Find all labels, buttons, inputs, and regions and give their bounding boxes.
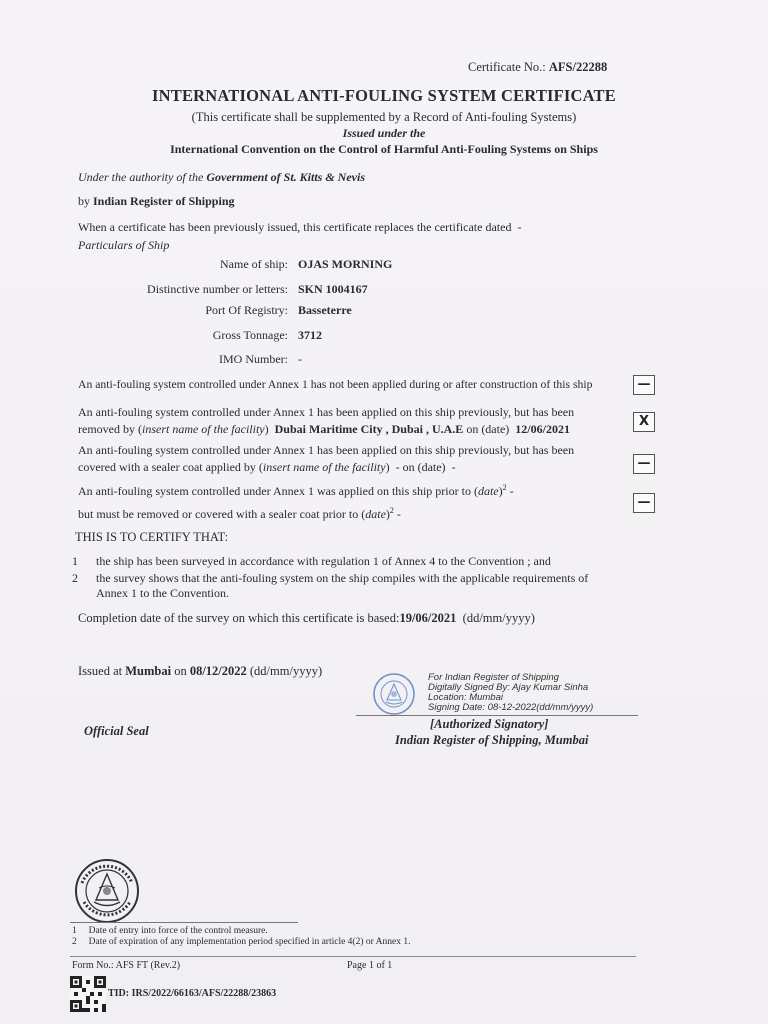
imo-number-label: IMO Number: [219,352,288,366]
option-applied-prior: An anti-fouling system controlled under Annex 1 was applied on this ship prior to (date)$^2$ - but must be removed or covered with a sealer coat prior to (date)$^2$ - [78,483,514,521]
footer-divider [70,956,636,957]
port-of-registry-value: Basseterre [298,303,352,317]
transaction-id: TID: IRS/2022/66163/AFS/22288/23863 [108,988,277,999]
authorized-signatory: [Authorized Signatory] [430,717,549,731]
option-removed: An anti-fouling system controlled under Annex 1 has been applied on this ship previously, but has been removed by (insert name of the facility) Dubai Maritime City , Dubai , U.A.E on (date) 12/06/2021 [78,405,575,436]
footnote: 2 Date of expiration of any implementation period specified in article 4(2) or Annex 1. [72,937,411,947]
form-number: Form No.: AFS FT (Rev.2) [72,960,181,971]
certificate-number: Certificate No.: AFS/22288 [468,60,608,74]
official-seal-label: Official Seal [84,724,149,738]
certify-item-text: the ship has been surveyed in accordance with regulation 1 of Annex 4 to the Convention ; and [96,554,551,568]
issued-line: Issued at Mumbai on 08/12/2022 (dd/mm/yyyy) [78,664,323,678]
ship-name-label: Name of ship: [220,257,288,271]
issue-date: 08/12/2022 [189,664,247,678]
qr-code-icon [70,976,106,1012]
option-removed-checkbox[interactable]: X [633,412,655,432]
option-sealer-coat: An anti-fouling system controlled under Annex 1 has been applied on this ship previously, but has been covered with a sealer coat applied by (insert name of the facility) - on (date) - [78,443,575,474]
signatory-office: Indian Register of Shipping, Mumbai [395,733,589,747]
footnote-divider [70,922,298,923]
option-not-applied-checkbox[interactable]: — [633,375,655,395]
ship-name-value: OJAS MORNING [298,257,393,271]
official-seal-icon [74,858,140,924]
distinctive-number-value: SKN 1004167 [298,282,368,296]
authority-line: Under the authority of the Government of St. Kitts & Nevis [78,170,365,184]
removal-date: 12/06/2021 [515,422,570,436]
imo-number-value: - [298,352,302,366]
certificate-title: INTERNATIONAL ANTI-FOULING SYSTEM CERTIFICATE [152,86,616,105]
removal-facility: Dubai Maritime City , Dubai , U.A.E [274,422,464,436]
option-applied-prior-checkbox[interactable]: — [633,493,655,513]
previous-certificate-line: When a certificate has been previously issued, this certificate replaces the certificate dated - [78,220,522,234]
digital-signature-block: For Indian Register of Shipping Digitally Signed By: Ajay Kumar Sinha Location: Mumbai Signing Date: 08-12-2022(dd/mm/yyyy) [428,672,594,713]
certify-item-number: 1 [72,554,78,568]
particulars-heading: Particulars of Ship [78,238,170,252]
distinctive-number-label: Distinctive number or letters: [147,282,288,296]
convention-name: International Convention on the Control of Harmful Anti-Fouling Systems on Ships [170,142,598,156]
irs-seal-icon [372,672,416,716]
issuer-line: by Indian Register of Shipping [78,194,235,208]
port-of-registry-label: Port Of Registry: [205,303,288,317]
gross-tonnage-label: Gross Tonnage: [212,328,288,342]
certify-heading: THIS IS TO CERTIFY THAT: [75,530,229,544]
option-not-applied: An anti-fouling system controlled under Annex 1 has not been applied during or after construction of this ship [78,378,593,391]
issued-under: Issued under the [342,126,426,140]
page-number: Page 1 of 1 [347,960,393,971]
footnote: 1 Date of entry into force of the control measure. [72,926,268,936]
certify-item-text: the survey shows that the anti-fouling system on the ship compiles with the applicable requirements of Annex 1 to the Convention. [96,571,589,600]
completion-date-line: Completion date of the survey on which this certificate is based:19/06/2021 (dd/mm/yyyy) [78,611,535,625]
signature-divider [356,715,638,716]
gross-tonnage-value: 3712 [298,328,322,342]
certificate-subtitle: (This certificate shall be supplemented by a Record of Anti-fouling Systems) [191,110,577,124]
certify-item-number: 2 [72,571,78,585]
option-sealer-coat-checkbox[interactable]: — [633,454,655,474]
completion-date: 19/06/2021 [399,611,457,625]
